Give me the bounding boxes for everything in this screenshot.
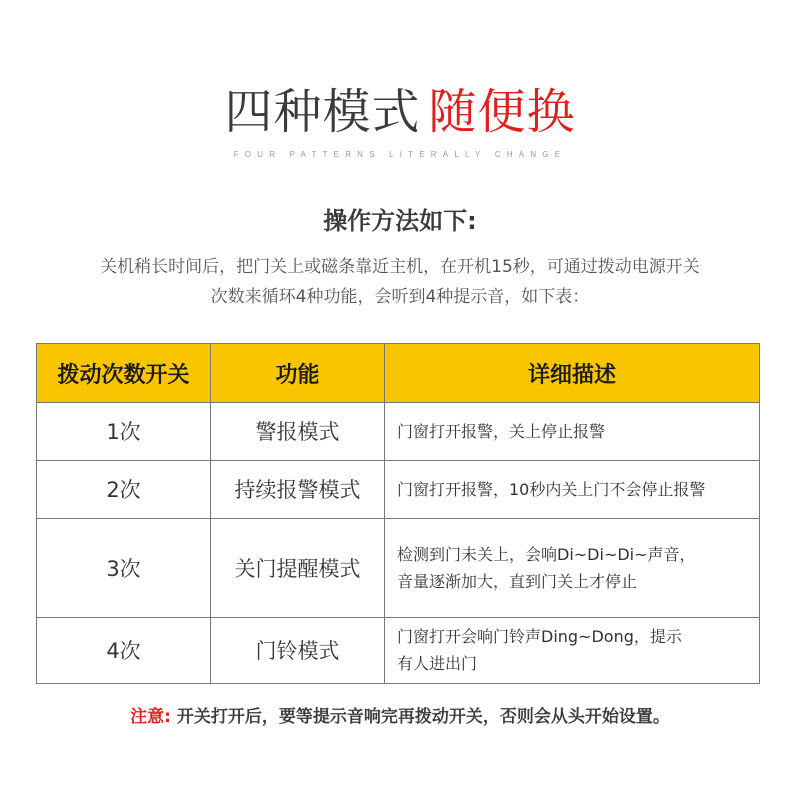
table-header-row bbox=[37, 344, 759, 403]
description-line-1: 关机稍长时间后，把门关上或磁条靠近主机，在开机15秒，可通过拨动电源开关 bbox=[100, 257, 700, 277]
note-label: 注意: bbox=[130, 707, 171, 727]
title-part-2: 随便换 bbox=[428, 84, 576, 140]
row-description bbox=[385, 460, 759, 518]
row-description-line-2: 有人进出门 bbox=[397, 654, 478, 673]
note-text: 开关打开后，要等提示音响完再拨动开关，否则会从头开始设置。 bbox=[176, 707, 670, 727]
subtitle: FOUR PATTERNS LITERALLY CHANGE bbox=[233, 150, 567, 159]
row-description-line-1: 检测到门未关上，会响Di~Di~Di~声音， bbox=[397, 544, 696, 564]
row-function: 关门提醒模式 bbox=[211, 518, 385, 617]
row-count: 1次 bbox=[37, 402, 211, 460]
row-description bbox=[385, 617, 759, 683]
header-description: 详细描述 bbox=[527, 362, 616, 388]
description bbox=[24, 252, 776, 312]
row-description-line-1: 门窗打开报警，关上停止报警 bbox=[397, 421, 606, 441]
table-row bbox=[37, 460, 759, 519]
row-description-line-2: 音量逐渐加大，直到门关上才停止 bbox=[397, 571, 638, 591]
header-switch-count: 拨动次数开关 bbox=[37, 344, 211, 402]
row-count: 3次 bbox=[37, 518, 211, 617]
row-description-line-1: 门窗打开会响门铃声Ding~Dong，提示 bbox=[397, 627, 682, 646]
row-function: 持续报警模式 bbox=[211, 460, 385, 518]
note bbox=[0, 702, 800, 727]
row-description bbox=[385, 518, 759, 617]
header-function: 功能 bbox=[211, 344, 385, 402]
section-heading: 操作方法如下: bbox=[323, 207, 477, 235]
row-count: 2次 bbox=[37, 460, 211, 518]
row-function: 门铃模式 bbox=[211, 617, 385, 683]
mode-table bbox=[36, 343, 760, 684]
row-description-line-1: 门窗打开报警，10秒内关上门不会停止报警 bbox=[397, 479, 706, 499]
table-row bbox=[37, 402, 759, 461]
row-function: 警报模式 bbox=[211, 402, 385, 460]
title-part-1: 四种模式 bbox=[224, 84, 421, 140]
table-row bbox=[37, 518, 759, 618]
description-line-2: 次数来循环4种功能，会听到4种提示音，如下表： bbox=[210, 287, 590, 307]
page-title bbox=[0, 82, 800, 142]
row-count: 4次 bbox=[37, 617, 211, 683]
row-description bbox=[385, 402, 759, 460]
table-row bbox=[37, 617, 759, 683]
